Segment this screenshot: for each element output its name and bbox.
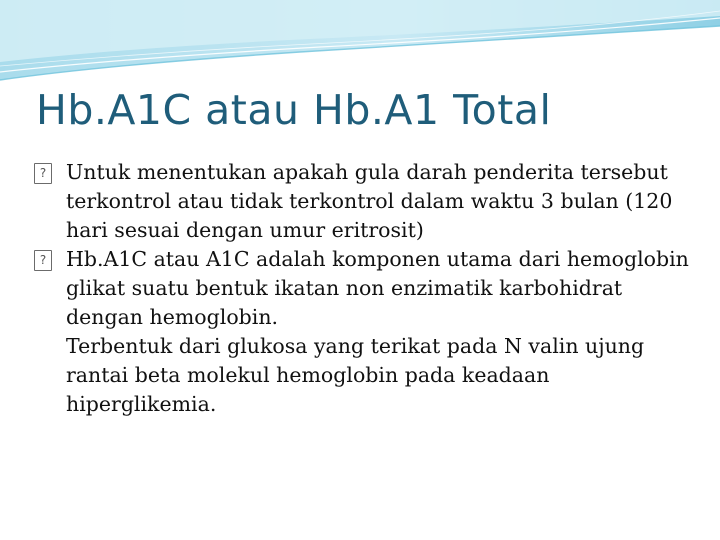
bullet-item xyxy=(34,158,694,245)
slide-title: Hb.A1C atau Hb.A1 Total xyxy=(36,86,552,134)
paragraph-text: Terbentuk dari glukosa yang terikat pada N valin ujung rantai beta molekul hemoglobin pada keadaan hiperglikemia. xyxy=(66,334,645,416)
slide-body xyxy=(34,158,694,419)
bullet-text: Untuk menentukan apakah gula darah penderita tersebut terkontrol atau tidak terkontrol dalam waktu 3 bulan (120 hari sesuai dengan umur eritrosit) xyxy=(66,160,673,242)
bullet-text: Hb.A1C atau A1C adalah komponen utama dari hemoglobin glikat suatu bentuk ikatan non enzimatik karbohidrat dengan hemoglobin. xyxy=(66,247,689,329)
continuation-paragraph xyxy=(34,332,694,419)
bullet-item xyxy=(34,245,694,332)
missing-glyph-icon xyxy=(34,250,52,271)
missing-glyph-icon xyxy=(34,163,52,184)
wave-header-decoration xyxy=(0,0,720,90)
